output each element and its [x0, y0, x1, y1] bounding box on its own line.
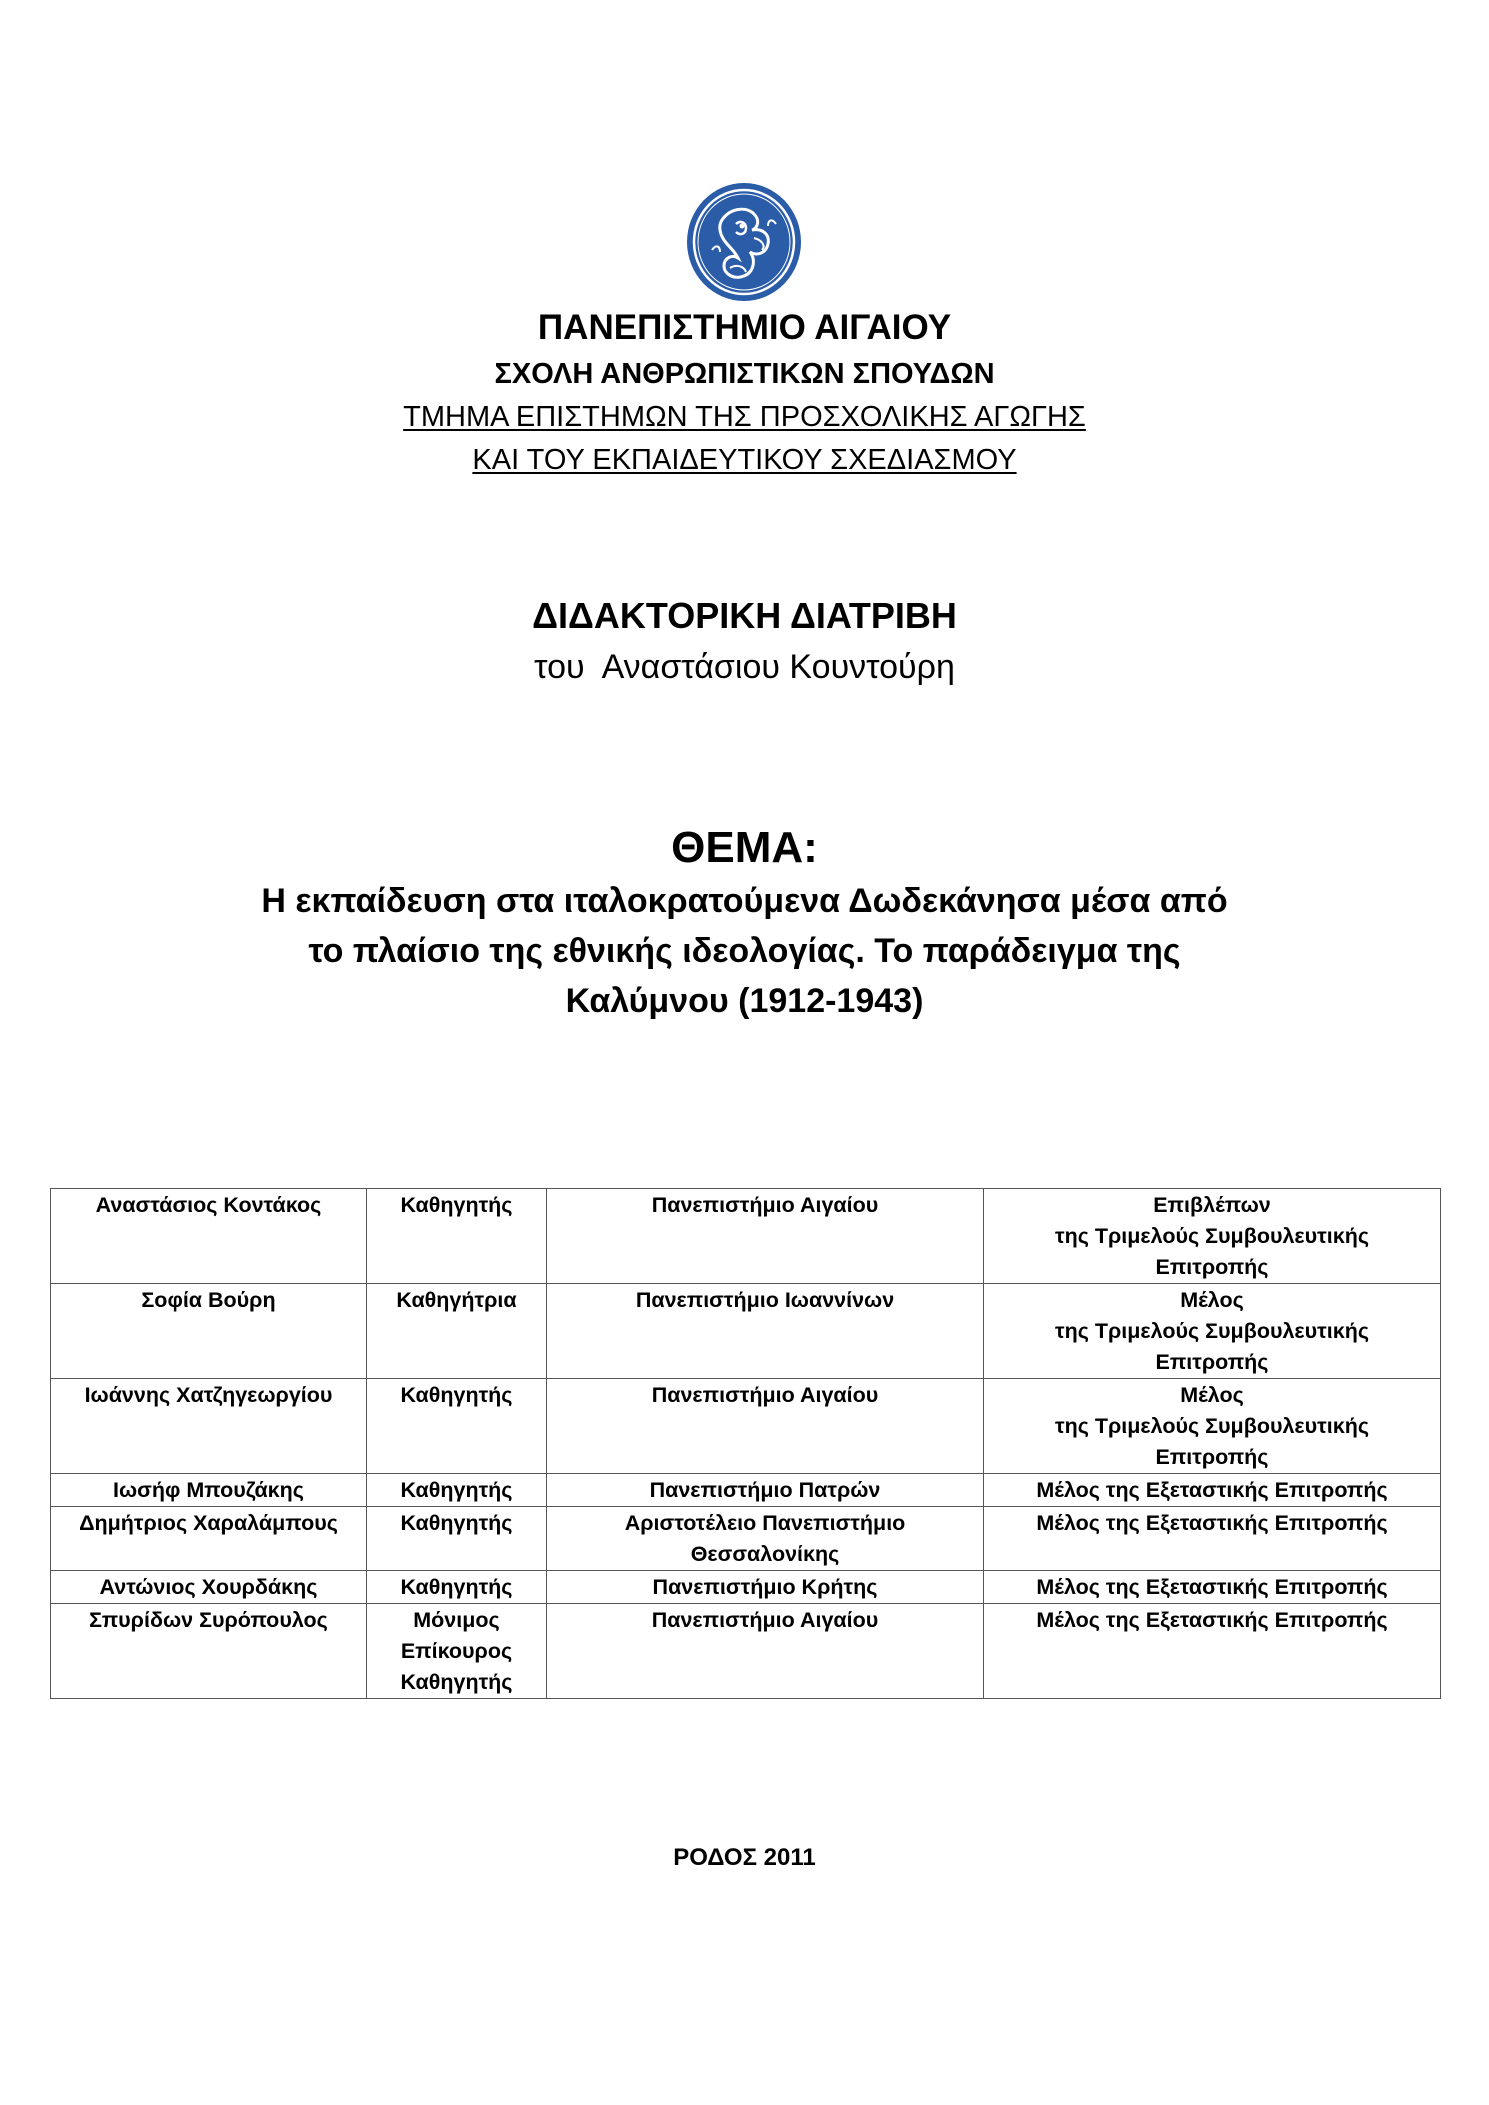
thesis-type: ΔΙΔΑΚΤΟΡΙΚΗ ΔΙΑΤΡΙΒΗ: [532, 595, 957, 636]
table-row: [51, 1507, 1441, 1571]
table-row: [51, 1189, 1441, 1284]
member-name: Ιωσήφ Μπουζάκης: [51, 1474, 367, 1507]
member-name: Σοφία Βούρη: [51, 1284, 367, 1379]
topic-line-1: Η εκπαίδευση στα ιταλοκρατούμενα Δωδεκάνησα μέσα από: [261, 882, 1228, 920]
member-institution: Πανεπιστήμιο Ιωαννίνων: [547, 1284, 984, 1379]
committee-table: [50, 1188, 1441, 1699]
member-institution: Πανεπιστήμιο Πατρών: [547, 1474, 984, 1507]
place-and-year: ΡΟΔΟΣ 2011: [673, 1844, 816, 1871]
table-row: [51, 1604, 1441, 1699]
member-role: Μέλος της Τριμελούς Συμβουλευτικής Επιτροπής: [984, 1379, 1441, 1474]
member-institution: Πανεπιστήμιο Αιγαίου: [547, 1604, 984, 1699]
member-rank: Καθηγήτρια: [367, 1284, 547, 1379]
school-name: ΣΧΟΛΗ ΑΝΘΡΩΠΙΣΤΙΚΩΝ ΣΠΟΥΔΩΝ: [494, 358, 995, 390]
member-name: Αντώνιος Χουρδάκης: [51, 1571, 367, 1604]
member-institution: Πανεπιστήμιο Αιγαίου: [547, 1189, 984, 1284]
member-rank: Καθηγητής: [367, 1379, 547, 1474]
member-rank: Καθηγητής: [367, 1571, 547, 1604]
university-seal-logo: [684, 180, 804, 304]
table-row: [51, 1474, 1441, 1507]
member-role: Μέλος της Εξεταστικής Επιτροπής: [984, 1507, 1441, 1571]
member-role: Μέλος της Εξεταστικής Επιτροπής: [984, 1604, 1441, 1699]
topic-line-3: Καλύμνου (1912-1943): [565, 982, 924, 1020]
member-name: Αναστάσιος Κοντάκος: [51, 1189, 367, 1284]
member-institution: Αριστοτέλειο Πανεπιστήμιο Θεσσαλονίκης: [547, 1507, 984, 1571]
department-name-line-2: ΚΑΙ ΤΟΥ ΕΚΠΑΙΔΕΥΤΙΚΟΥ ΣΧΕΔΙΑΣΜΟΥ: [472, 444, 1017, 476]
member-rank: Καθηγητής: [367, 1474, 547, 1507]
member-role: Μέλος της Εξεταστικής Επιτροπής: [984, 1571, 1441, 1604]
member-name: Δημήτριος Χαραλάμπους: [51, 1507, 367, 1571]
member-role: Μέλος της Τριμελούς Συμβουλευτικής Επιτροπής: [984, 1284, 1441, 1379]
thesis-author: του Αναστάσιου Κουντούρη: [534, 648, 955, 686]
university-name: ΠΑΝΕΠΙΣΤΗΜΙΟ ΑΙΓΑΙΟΥ: [537, 308, 952, 347]
table-row: [51, 1379, 1441, 1474]
member-rank: Μόνιμος Επίκουρος Καθηγητής: [367, 1604, 547, 1699]
member-rank: Καθηγητής: [367, 1507, 547, 1571]
member-rank: Καθηγητής: [367, 1189, 547, 1284]
topic-label: ΘΕΜΑ:: [671, 823, 818, 872]
table-row: [51, 1284, 1441, 1379]
department-name-line-1: ΤΜΗΜΑ ΕΠΙΣΤΗΜΩΝ ΤΗΣ ΠΡΟΣΧΟΛΙΚΗΣ ΑΓΩΓΗΣ: [403, 401, 1086, 433]
member-role: Μέλος της Εξεταστικής Επιτροπής: [984, 1474, 1441, 1507]
table-row: [51, 1571, 1441, 1604]
member-role: Επιβλέπων της Τριμελούς Συμβουλευτικής Επιτροπής: [984, 1189, 1441, 1284]
topic-line-2: το πλαίσιο της εθνικής ιδεολογίας. Το παράδειγμα της: [308, 932, 1181, 970]
member-institution: Πανεπιστήμιο Αιγαίου: [547, 1379, 984, 1474]
member-institution: Πανεπιστήμιο Κρήτης: [547, 1571, 984, 1604]
member-name: Σπυρίδων Συρόπουλος: [51, 1604, 367, 1699]
member-name: Ιωάννης Χατζηγεωργίου: [51, 1379, 367, 1474]
